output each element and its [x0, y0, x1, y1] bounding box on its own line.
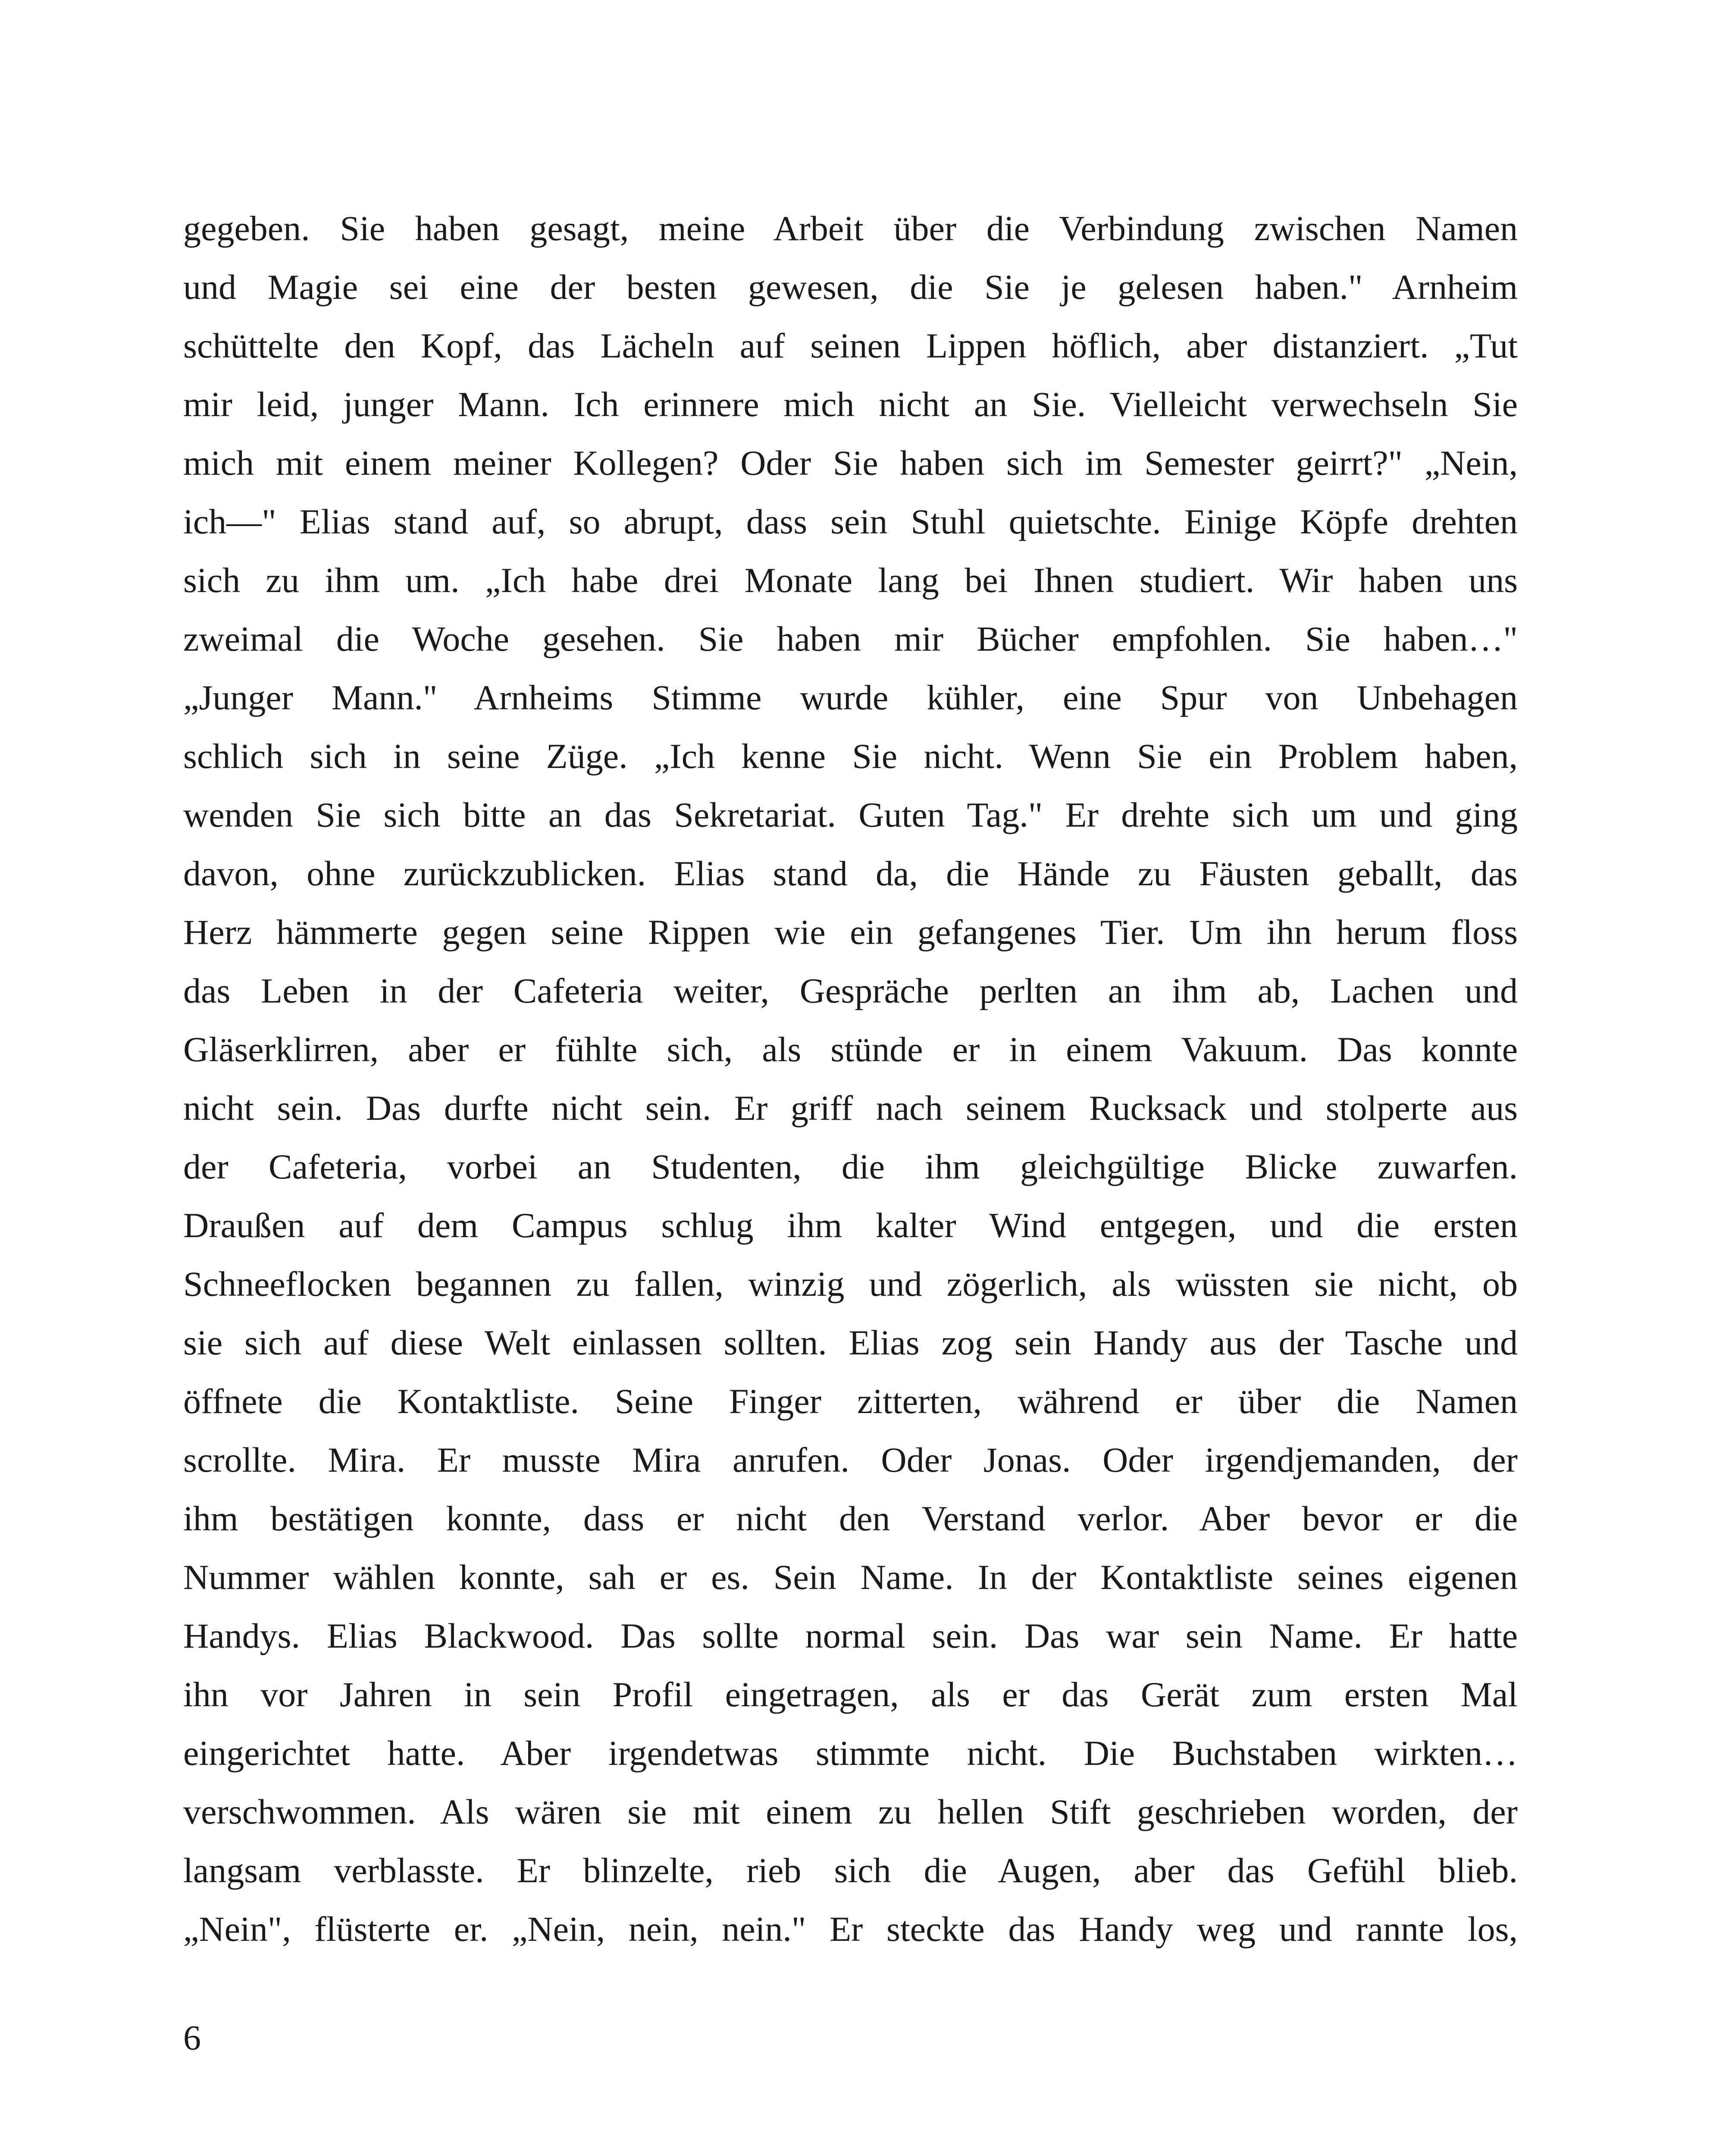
text-line: öffnete die Kontaktliste. Seine Finger zitterten, während er über die Namen — [183, 1382, 1518, 1421]
text-line: das Leben in der Cafeteria weiter, Gespräche perlten an ihm ab, Lachen und — [183, 971, 1518, 1010]
text-line: sie sich auf diese Welt einlassen sollten. Elias zog sein Handy aus der Tasche und — [183, 1323, 1518, 1362]
text-line: „Nein", flüsterte er. „Nein, nein, nein." Er steckte das Handy weg und rannte los, — [183, 1909, 1518, 1949]
text-line: verschwommen. Als wären sie mit einem zu hellen Stift geschrieben worden, der — [183, 1792, 1518, 1831]
text-line: mir leid, junger Mann. Ich erinnere mich nicht an Sie. Vielleicht verwechseln Sie — [183, 385, 1518, 424]
text-line: Herz hämmerte gegen seine Rippen wie ein gefangenes Tier. Um ihn herum floss — [183, 912, 1518, 952]
text-line: ihn vor Jahren in sein Profil eingetragen, als er das Gerät zum ersten Mal — [183, 1675, 1518, 1714]
text-line: Schneeflocken begannen zu fallen, winzig und zögerlich, als wüssten sie nicht, ob — [183, 1264, 1518, 1304]
body-text — [183, 199, 1518, 1959]
text-line: Draußen auf dem Campus schlug ihm kalter Wind entgegen, und die ersten — [183, 1206, 1518, 1245]
text-line: ihm bestätigen konnte, dass er nicht den Verstand verlor. Aber bevor er die — [183, 1499, 1518, 1538]
text-line: nicht sein. Das durfte nicht sein. Er griff nach seinem Rucksack und stolperte aus — [183, 1088, 1518, 1128]
text-line: ich—" Elias stand auf, so abrupt, dass sein Stuhl quietschte. Einige Köpfe drehten — [183, 502, 1518, 541]
text-line: Nummer wählen konnte, sah er es. Sein Name. In der Kontaktliste seines eigenen — [183, 1557, 1518, 1597]
text-line: schlich sich in seine Züge. „Ich kenne Sie nicht. Wenn Sie ein Problem haben, — [183, 736, 1518, 776]
text-line: „Junger Mann." Arnheims Stimme wurde kühler, eine Spur von Unbehagen — [183, 678, 1518, 717]
text-line: der Cafeteria, vorbei an Studenten, die ihm gleichgültige Blicke zuwarfen. — [183, 1147, 1518, 1186]
text-line: eingerichtet hatte. Aber irgendetwas stimmte nicht. Die Buchstaben wirkten… — [183, 1733, 1518, 1773]
text-line: Handys. Elias Blackwood. Das sollte normal sein. Das war sein Name. Er hatte — [183, 1616, 1518, 1655]
text-line: langsam verblasste. Er blinzelte, rieb sich die Augen, aber das Gefühl blieb. — [183, 1851, 1518, 1890]
text-line: schüttelte den Kopf, das Lächeln auf seinen Lippen höflich, aber distanziert. „Tut — [183, 326, 1518, 365]
text-line: wenden Sie sich bitte an das Sekretariat. Guten Tag." Er drehte sich um und ging — [183, 795, 1518, 834]
text-line: mich mit einem meiner Kollegen? Oder Sie haben sich im Semester geirrt?" „Nein, — [183, 443, 1518, 483]
text-line: und Magie sei eine der besten gewesen, die Sie je gelesen haben." Arnheim — [183, 267, 1518, 307]
text-line: davon, ohne zurückzublicken. Elias stand da, die Hände zu Fäusten geballt, das — [183, 854, 1518, 893]
text-line: Gläserklirren, aber er fühlte sich, als stünde er in einem Vakuum. Das konnte — [183, 1030, 1518, 1069]
text-line: scrollte. Mira. Er musste Mira anrufen. Oder Jonas. Oder irgendjemanden, der — [183, 1440, 1518, 1479]
page-number: 6 — [183, 2018, 201, 2057]
text-line: zweimal die Woche gesehen. Sie haben mir Bücher empfohlen. Sie haben…" — [183, 619, 1518, 658]
text-line: sich zu ihm um. „Ich habe drei Monate lang bei Ihnen studiert. Wir haben uns — [183, 561, 1518, 600]
text-line: gegeben. Sie haben gesagt, meine Arbeit über die Verbindung zwischen Namen — [183, 209, 1518, 248]
